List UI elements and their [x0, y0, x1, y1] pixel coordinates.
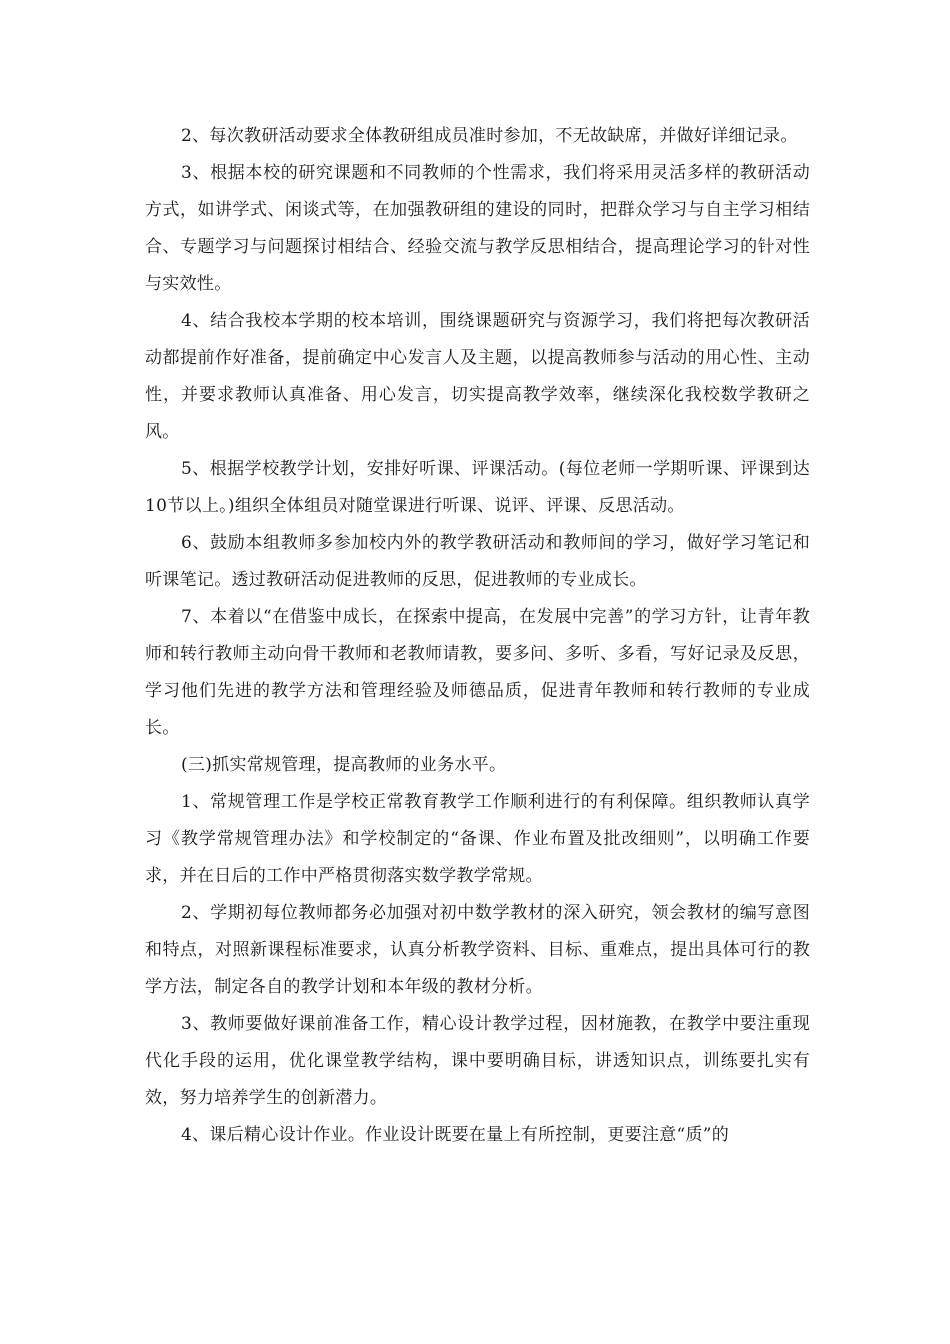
paragraph-textbook-study: 2、学期初每位教师都务必加强对初中数学教材的深入研究，领会教材的编写意图和特点，对照新课程标准要求，认真分析教学资料、目标、重难点，提出具体可行的教学方法，制定各自的教学计划和本年级的教材分析。	[145, 903, 810, 997]
paragraph-encourage-learning: 6、鼓励本组教师多参加校内外的教学教研活动和教师间的学习，做好学习笔记和听课笔记。透过教研活动促进教师的反思，促进教师的专业成长。	[145, 533, 810, 590]
paragraph-mentoring: 7、本着以“在借鉴中成长，在探索中提高，在发展中完善”的学习方针，让青年教师和转行教师主动向骨干教师和老教师请教，要多问、多听、多看，写好记录及反思，学习他们先进的教学方法和管理经验及师德品质，促进青年教师和转行教师的专业成长。	[145, 607, 810, 738]
document-body	[145, 118, 810, 1154]
section-heading-routine-management: (三)抓实常规管理，提高教师的业务水平。	[181, 755, 507, 775]
paragraph-flexible-activities: 3、根据本校的研究课题和不同教师的个性需求，我们将采用灵活多样的教研活动方式，如讲学式、闲谈式等，在加强教研组的建设的同时，把群众学习与自主学习相结合、专题学习与问题探讨相结合、经验交流与教学反思相结合，提高理论学习的针对性与实效性。	[145, 163, 810, 294]
paragraph-homework-design: 4、课后精心设计作业。作业设计既要在量上有所控制，更要注意“质”的	[181, 1125, 730, 1145]
paragraph-lesson-observation: 5、根据学校教学计划，安排好听课、评课活动。(每位老师一学期听课、评课到达10节以上。)组织全体组员对随堂课进行听课、说评、评课、反思活动。	[145, 459, 810, 516]
paragraph-routine-management: 1、常规管理工作是学校正常教育教学工作顺利进行的有利保障。组织教师认真学习《教学常规管理办法》和学校制定的“备课、作业布置及批改细则”，以明确工作要求，并在日后的工作中严格贯彻落实数学教学常规。	[145, 792, 810, 886]
paragraph-school-training: 4、结合我校本学期的校本培训，围绕课题研究与资源学习，我们将把每次教研活动都提前作好准备，提前确定中心发言人及主题，以提高教师参与活动的用心性、主动性，并要求教师认真准备、用心发言，切实提高教学效率，继续深化我校数学教研之风。	[145, 311, 810, 442]
paragraph-lesson-preparation: 3、教师要做好课前准备工作，精心设计教学过程，因材施教，在教学中要注重现代化手段的运用，优化课堂教学结构，课中要明确目标，讲透知识点，训练要扎实有效，努力培养学生的创新潜力。	[145, 1014, 810, 1108]
paragraph-attendance: 2、每次教研活动要求全体教研组成员准时参加，不无故缺席，并做好详细记录。	[181, 126, 798, 146]
